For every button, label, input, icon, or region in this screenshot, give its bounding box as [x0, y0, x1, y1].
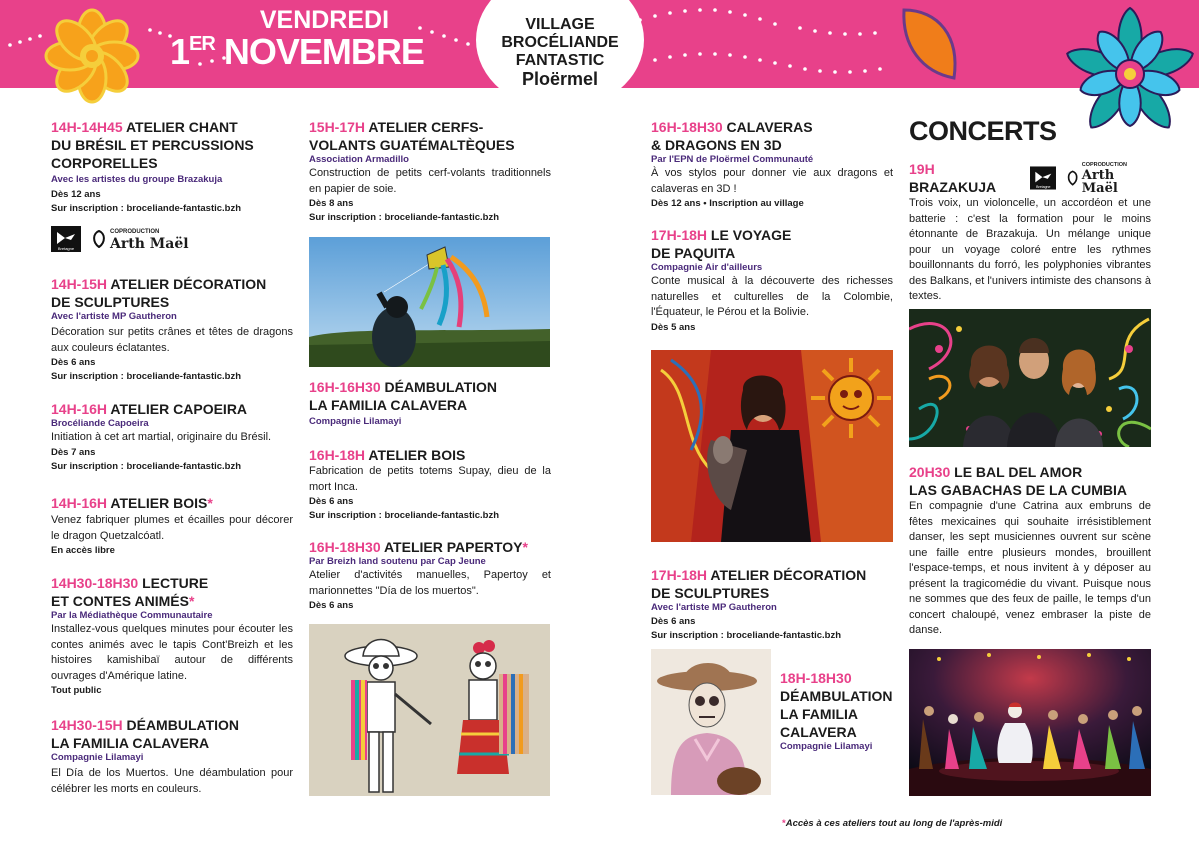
arth-mael-label: Arth Maël [110, 235, 189, 252]
arth-mael-logo [1066, 161, 1151, 195]
concert-bal-del-amor [909, 463, 1151, 639]
event-time: 14H-16H [51, 495, 108, 511]
skeleton-puppets-photo [309, 624, 550, 796]
event-capoeira [51, 400, 293, 474]
event-time: 17H-18H [651, 227, 708, 243]
event-title [309, 118, 551, 136]
concert-description: Trois voix, un violoncelle, un accordéon et une batterie : c'est la formation pour le moins étonnante de Brazakuja. Un mélange unique pour un voyage coloré entre les rythmes bouillonnants du forró, les polyphonies vibrantes des Balkans, et l'univers intimiste des chansons à textes. [909, 197, 1151, 302]
event-age: Dès 12 ans • Inscription au village [651, 198, 804, 209]
title-line: & DRAGONS EN 3D [651, 137, 782, 153]
event-description: Conte musical à la découverte des richesses naturelles et culturelles de la Colombie, l'Équateur, le Pérou et la Bolivie. [651, 275, 893, 318]
kite-photo [309, 237, 550, 367]
asterisk: * [522, 539, 528, 555]
event-title [51, 275, 293, 293]
title-line: DU BRÉSIL ET PERCUSSIONS [51, 137, 254, 153]
event-lecture-contes [51, 574, 293, 698]
event-organizer: Compagnie Lilamayi [51, 752, 144, 763]
asterisk: * [207, 495, 213, 511]
svg-text:Bretagne: Bretagne [57, 246, 75, 251]
event-age: Dès 7 ans [51, 446, 96, 458]
title-line: LA FAMILIA [780, 706, 859, 722]
day-label: VENDREDI [259, 6, 390, 34]
concert-time: 19H [909, 161, 935, 177]
coproduction-label: COPRODUCTION [1081, 162, 1127, 168]
event-atelier-bois-1 [51, 494, 293, 558]
month-label: NOVEMBRE [223, 31, 424, 72]
event-organizer: Avec l'artiste MP Gautheron [651, 602, 777, 613]
event-organizer: Compagnie Lilamayi [309, 416, 402, 427]
event-title [51, 574, 293, 592]
arth-mael-icon [1066, 169, 1079, 187]
event-time: 14H-14H45 [51, 119, 123, 135]
title-line: DÉAMBULATION [780, 688, 893, 704]
event-registration: Sur inscription : broceliande-fantastic.bzh [51, 371, 242, 382]
title-text: ET CONTES ANIMÉS [51, 593, 189, 609]
event-organizer: Association Armadillo [309, 154, 409, 165]
event-time: 18H-18H30 [780, 670, 852, 686]
event-time: 16H-16H30 [309, 379, 381, 395]
event-audience: Tout public [51, 685, 102, 696]
bretagne-logo [1030, 165, 1057, 191]
event-time: 15H-17H [309, 119, 366, 135]
title-line: CALAVERAS [726, 119, 813, 135]
event-description: Atelier d'activités manuelles, Papertoy et marionnettes "Día de los muertos". [309, 569, 551, 597]
paquita-stage-photo [651, 350, 893, 542]
title-line: LE VOYAGE [710, 227, 792, 243]
event-organizer: Compagnie Air d'ailleurs [651, 262, 763, 273]
title-line: LE BAL DEL AMOR [954, 464, 1083, 480]
event-description: El Día de los Muertos. Une déambulation pour célébrer les morts en couleurs. [51, 767, 293, 795]
teal-flower-decoration [1056, 4, 1199, 144]
title-line: ATELIER CHANT [125, 119, 238, 135]
partner-logos [51, 226, 296, 252]
event-organizer: Par l'EPN de Ploërmel Communauté [651, 154, 814, 165]
event-time: 14H-15H [51, 276, 108, 292]
event-organizer: Par Breizh land soutenu par Cap Jeune [309, 556, 486, 567]
event-time: 16H-18H30 [309, 539, 381, 555]
event-registration: Sur inscription : broceliande-fantastic.bzh [309, 212, 500, 223]
event-chant-bresil [51, 118, 296, 252]
event-organizer: Avec l'artiste MP Gautheron [51, 311, 177, 322]
concert-brazakuja [909, 160, 1151, 305]
concerts-title: CONCERTS [909, 116, 1057, 146]
title-line: LAS GABACHAS DE LA CUMBIA [909, 482, 1128, 498]
title-line: ATELIER DÉCORATION [710, 567, 867, 583]
title-line: LA FAMILIA CALAVERA [51, 735, 210, 751]
event-time: 16H-18H30 [651, 119, 723, 135]
asterisk: * [782, 818, 786, 829]
event-calaveras-3d [651, 118, 893, 211]
event-time: 14H30-18H30 [51, 575, 139, 591]
event-age: Dès 6 ans [309, 600, 354, 611]
event-description: Installez-vous quelques minutes pour écouter les contes animés avec le tapis Cont'Breizh et les histoires kamishibaï autour de différents ouvrages d'Amérique latine. [51, 623, 293, 682]
svg-text:Bretagne: Bretagne [1036, 184, 1051, 189]
event-age: Dès 6 ans [651, 616, 696, 627]
event-title [651, 566, 893, 584]
event-organizer: Avec les artistes du groupe Brazakuja [51, 174, 223, 185]
event-title [651, 226, 893, 244]
date-suffix: ER [189, 33, 215, 55]
event-title [51, 494, 293, 512]
event-access: En accès libre [51, 545, 115, 556]
event-deambulation-2 [309, 378, 551, 428]
title-line: ATELIER PAPERTOY [383, 539, 523, 555]
event-deambulation-3 [780, 669, 900, 753]
title-line: CALAVERA [780, 724, 857, 740]
title-line: ATELIER BOIS [368, 447, 466, 463]
event-title [309, 378, 551, 396]
coproduction-label: COPRODUCTION [110, 228, 160, 235]
title-line: DÉAMBULATION [126, 717, 240, 733]
event-time: 14H30-15H [51, 717, 123, 733]
event-age: Dès 5 ans [651, 321, 696, 333]
event-cerfs-volants [309, 118, 551, 225]
date-label [170, 31, 424, 73]
footnote-text: Accès à ces ateliers tout au long de l'après-midi [785, 818, 1003, 829]
village-line-4: Ploërmel [521, 69, 599, 89]
event-decoration-sculptures-2 [651, 566, 893, 643]
arth-mael-label: Arth Maël [1081, 168, 1118, 196]
event-title [51, 400, 293, 418]
event-decoration-sculptures [51, 275, 293, 384]
title-line: VOLANTS GUATÉMALTÈQUES [309, 137, 515, 153]
concert-title [909, 463, 1151, 481]
event-title [309, 446, 551, 464]
footnote [782, 818, 1002, 829]
event-time: 14H-16H [51, 401, 108, 417]
event-age: Dès 12 ans [51, 189, 101, 200]
event-description: Initiation à cet art martial, originaire du Brésil. [51, 431, 272, 443]
village-line-3: FANTASTIC [515, 52, 605, 69]
event-papertoy [309, 538, 551, 613]
village-line-1: VILLAGE [525, 16, 595, 33]
date-number: 1 [170, 31, 190, 72]
arth-mael-logo [91, 228, 189, 251]
event-date [170, 6, 424, 73]
event-description: Fabrication de petits totems Supay, dieu de la mort Inca. [309, 465, 551, 493]
orange-flower-decoration [42, 6, 142, 106]
event-description: À vos stylos pour donner vie aux dragons et calaveras en 3D ! [651, 167, 893, 195]
event-description: Construction de petits cerf-volants traditionnels en papier de soie. [309, 167, 551, 195]
title-line: LA FAMILIA CALAVERA [309, 397, 468, 413]
event-time: 17H-18H [651, 567, 708, 583]
title-line: ATELIER BOIS [110, 495, 208, 511]
leaf-decoration [898, 6, 968, 86]
event-organizer: Brocéliande Capoeira [51, 418, 149, 429]
event-age: Dès 6 ans [51, 357, 96, 368]
calavera-singer-photo [651, 649, 771, 795]
event-registration: Sur inscription : broceliande-fantastic.bzh [309, 510, 500, 521]
event-atelier-bois-2 [309, 446, 551, 523]
title-line: DE PAQUITA [651, 245, 736, 261]
arth-mael-icon [91, 230, 107, 248]
event-registration: Sur inscription : broceliande-fantastic.bzh [51, 203, 242, 214]
event-title [651, 118, 893, 136]
concert-title [909, 160, 1020, 196]
title-line: LECTURE [142, 575, 209, 591]
event-age: Dès 6 ans [309, 496, 354, 507]
gabachas-concert-photo [909, 649, 1151, 796]
event-title [51, 716, 293, 734]
event-organizer: Par la Médiathèque Communautaire [51, 610, 213, 621]
event-time: 16H-18H [309, 447, 366, 463]
brazakuja-photo [909, 309, 1151, 447]
village-line-2: BROCÉLIANDE [501, 34, 619, 51]
event-title [51, 118, 296, 136]
event-age: Dès 8 ans [309, 198, 354, 209]
event-deambulation-1 [51, 716, 293, 797]
title-line: ATELIER DÉCORATION [110, 276, 267, 292]
event-description: Décoration sur petits crânes et têtes de dragons aux couleurs éclatantes. [51, 326, 293, 354]
event-time-line [780, 669, 900, 687]
concert-description: En compagnie d'une Catrina aux embruns de fêtes mexicaines qui souhaite irrésistiblement danser, les sept musiciennes ouvrent sur scène une faille entre plusieurs mondes, brouillent l'espace-temps, et nous invitent à y déposer au présent la tragicomédie du vivant. Puisque nous ne sommes que des feux de paille, le temps d'un concert chaloupé, venez embraser la piste de danse. [909, 500, 1151, 636]
title-line: CORPORELLES [51, 155, 158, 171]
title-line [51, 592, 293, 610]
asterisk: * [188, 593, 195, 609]
event-title [309, 538, 551, 556]
concert-time: 20H30 [909, 464, 951, 480]
event-organizer: Compagnie Lilamayi [780, 741, 873, 752]
title-line: ATELIER CAPOEIRA [110, 401, 248, 417]
title-line: ATELIER CERFS- [368, 119, 484, 135]
event-registration: Sur inscription : broceliande-fantastic.bzh [51, 460, 242, 472]
event-description: Venez fabriquer plumes et écailles pour décorer le dragon Quetzalcóatl. [51, 514, 293, 542]
bretagne-logo [51, 226, 81, 252]
event-registration: Sur inscription : broceliande-fantastic.bzh [651, 630, 842, 641]
title-line: DÉAMBULATION [384, 379, 498, 395]
title-line: DE SCULPTURES [651, 585, 770, 601]
event-voyage-paquita [651, 226, 893, 335]
title-line: BRAZAKUJA [909, 179, 997, 195]
title-line: DE SCULPTURES [51, 294, 170, 310]
